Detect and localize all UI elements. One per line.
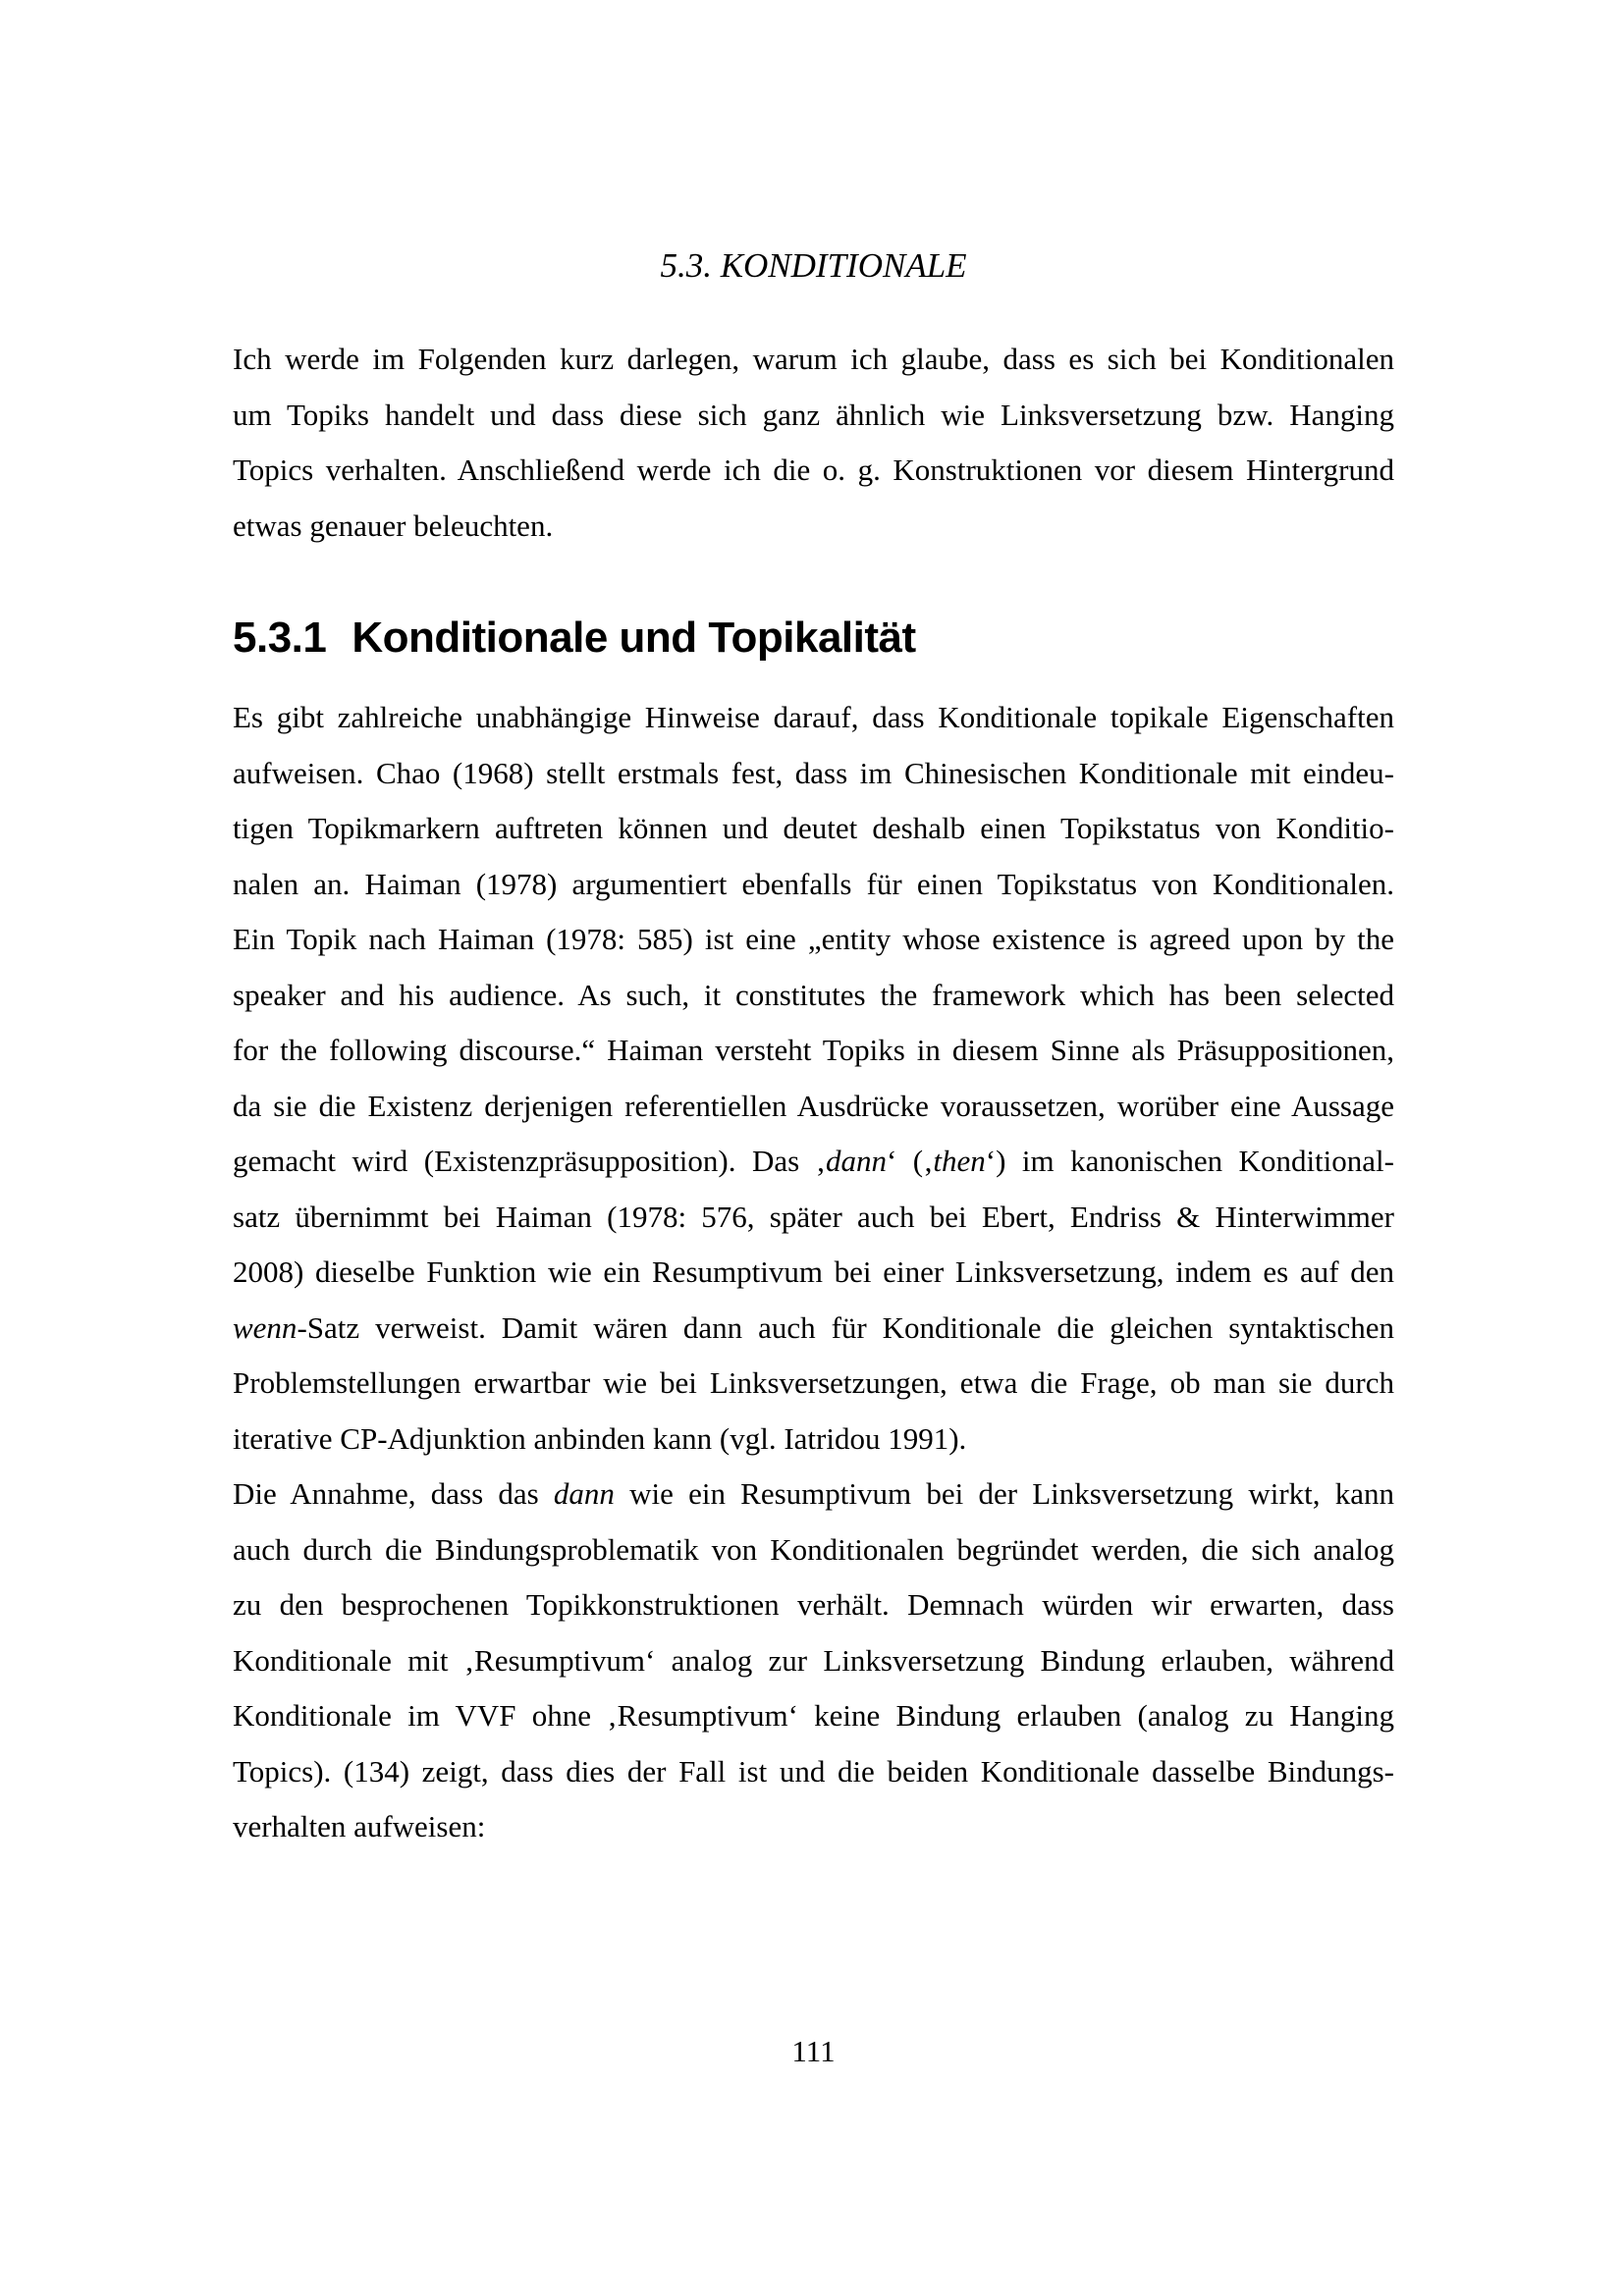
text-segment: zu den besprochenen Topikkonstruktionen verhält. Demnach würden wir erwarten, dass xyxy=(233,1587,1394,1622)
text-line xyxy=(233,1079,1394,1135)
text-segment: auch durch die Bindungsproblematik von Konditionalen begründet werden, die sich analog xyxy=(233,1531,1394,1567)
text-line xyxy=(233,443,1394,499)
text-line xyxy=(233,1301,1394,1357)
italic-text-segment: dann xyxy=(553,1476,615,1511)
text-line xyxy=(233,1633,1394,1689)
text-segment: verhalten aufweisen: xyxy=(233,1809,486,1843)
section-title: Konditionale und Topikalität xyxy=(352,614,916,662)
text-line xyxy=(233,1134,1394,1190)
text-segment: -Satz verweist. Damit wären dann auch für Konditionale die gleichen syntaktischen xyxy=(297,1309,1394,1345)
section-heading xyxy=(233,611,1394,666)
text-segment: speaker and his audience. As such, it constitutes the framework which has been selected xyxy=(233,977,1394,1012)
body-paragraph-bindung xyxy=(233,1467,1394,1855)
text-line xyxy=(233,1522,1394,1578)
section-number: 5.3.1 xyxy=(233,614,327,662)
text-segment: Konditionale mit ‚Resumptivum‘ analog zur Linksversetzung Bindung erlauben, während xyxy=(233,1642,1394,1678)
text-segment: nalen an. Haiman (1978) argumentiert ebenfalls für einen Topikstatus von Konditionalen. xyxy=(233,866,1394,901)
text-line xyxy=(233,1245,1394,1301)
italic-text-segment: wenn xyxy=(233,1309,298,1345)
text-segment: satz übernimmt bei Haiman (1978: 576, später auch bei Ebert, Endriss & Hinterwimmer xyxy=(233,1199,1394,1234)
text-segment: wie ein Resumptivum bei der Linksversetzung wirkt, kann xyxy=(614,1476,1395,1511)
text-segment: ‘) im kanonischen Konditional- xyxy=(985,1144,1394,1178)
text-line xyxy=(233,1023,1394,1079)
text-line xyxy=(233,690,1394,746)
text-segment: Topics verhalten. Anschließend werde ich die o. g. Konstruktionen vor diesem Hintergrund xyxy=(233,453,1394,487)
text-segment: 2008) dieselbe Funktion wie ein Resumptivum bei einer Linksversetzung, indem es auf den xyxy=(233,1255,1394,1289)
text-line xyxy=(233,1577,1394,1633)
text-segment: Problemstellungen erwartbar wie bei Linksversetzungen, etwa die Frage, ob man sie durch xyxy=(233,1365,1394,1400)
text-segment: um Topiks handelt und dass diese sich ganz ähnlich wie Linksversetzung bzw. Hanging xyxy=(233,397,1394,432)
running-head: 5.3. KONDITIONALE xyxy=(660,246,967,285)
body-paragraph-topikalitaet xyxy=(233,690,1394,1467)
text-segment: etwas genauer beleuchten. xyxy=(233,507,554,543)
text-line xyxy=(233,1412,1394,1468)
text-line xyxy=(233,801,1394,857)
text-line xyxy=(233,1744,1394,1800)
italic-text-segment: then xyxy=(933,1144,986,1178)
text-segment: iterative CP-Adjunktion anbinden kann (vgl. Iatridou 1991). xyxy=(233,1420,967,1456)
text-segment: Ich werde im Folgenden kurz darlegen, warum ich glaube, dass es sich bei Konditionalen xyxy=(233,342,1394,376)
text-segment: Ein Topik nach Haiman (1978: 585) ist eine „entity whose existence is agreed upon by the xyxy=(233,922,1394,956)
intro-paragraph xyxy=(233,332,1394,554)
italic-text-segment: dann xyxy=(825,1144,887,1178)
text-line xyxy=(233,388,1394,444)
text-line xyxy=(233,332,1394,388)
text-segment: Konditionale im VVF ohne ‚Resumptivum‘ keine Bindung erlauben (analog zu Hanging xyxy=(233,1698,1394,1733)
text-segment: Topics). (134) zeigt, dass dies der Fall ist und die beiden Konditionale dasselbe Bindungs- xyxy=(233,1753,1394,1789)
text-segment: Es gibt zahlreiche unabhängige Hinweise darauf, dass Konditionale topikale Eigenschaften xyxy=(233,700,1394,734)
text-line xyxy=(233,1467,1394,1522)
text-line xyxy=(233,968,1394,1024)
text-line xyxy=(233,499,1394,555)
text-segment: ‘ (‚ xyxy=(886,1144,934,1178)
text-segment: da sie die Existenz derjenigen referentiellen Ausdrücke voraussetzen, worüber eine Aussage xyxy=(233,1088,1394,1123)
text-segment: gemacht wird (Existenzpräsupposition). Das ‚ xyxy=(233,1144,826,1178)
text-line xyxy=(233,1190,1394,1246)
text-line xyxy=(233,746,1394,802)
text-line xyxy=(233,1688,1394,1744)
text-line xyxy=(233,1356,1394,1412)
text-line xyxy=(233,857,1394,913)
text-segment: aufweisen. Chao (1968) stellt erstmals fest, dass im Chinesischen Konditionale mit eindeu- xyxy=(233,755,1394,790)
text-segment: for the following discourse.“ Haiman versteht Topiks in diesem Sinne als Präsuppositionen, xyxy=(233,1033,1394,1067)
text-segment: Die Annahme, dass das xyxy=(233,1476,554,1511)
text-line xyxy=(233,912,1394,968)
text-line xyxy=(233,1799,1394,1855)
page-number: 111 xyxy=(791,2034,836,2068)
text-segment: tigen Topikmarkern auftreten können und deutet deshalb einen Topikstatus von Konditio- xyxy=(233,811,1394,845)
